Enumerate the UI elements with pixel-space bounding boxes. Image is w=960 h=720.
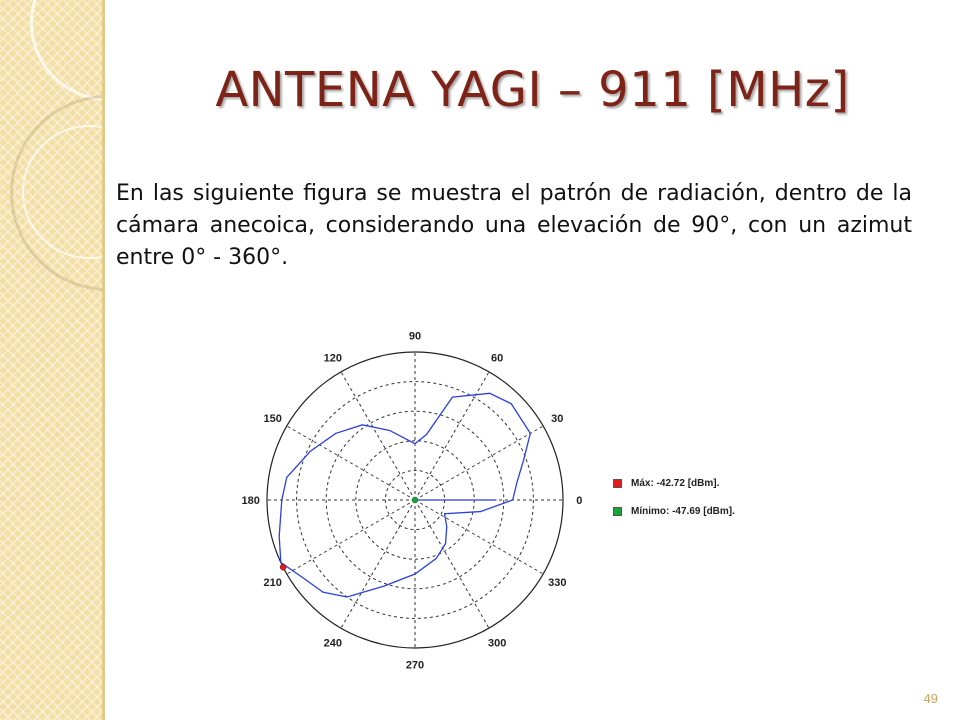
slide-title: ANTENA YAGI – 911 [MHz] [215,62,850,118]
polar-angle-tick-label: 180 [241,495,260,507]
polar-angle-tick-label: 210 [263,577,282,590]
polar-spoke [415,426,543,500]
polar-spoke [287,500,415,574]
polar-spoke [341,500,415,628]
legend-item-max [613,478,735,489]
polar-angle-tick-label: 300 [487,637,507,650]
legend-item-min [613,506,735,517]
decorative-ring-top [30,0,105,101]
page-number: 49 [923,691,938,706]
polar-spoke [341,372,415,500]
polar-angle-tick-label: 330 [548,577,567,590]
decorative-side-band [0,0,105,720]
polar-angle-tick-label: 150 [263,412,282,425]
polar-angle-tick-label: 60 [491,352,504,365]
polar-angle-tick-label: 240 [323,637,343,650]
polar-angle-tick-label: 90 [408,330,422,343]
polar-spoke [415,372,489,500]
legend-swatch-max [613,479,622,488]
polar-angle-tick-label: 30 [551,412,564,425]
chart-legend [613,478,735,534]
legend-label-max: Máx: -42.72 [dBm]. [631,478,720,489]
polar-angle-tick-label: 270 [405,659,425,672]
slide-body-text: En las siguiente figura se muestra el patrón de radiación, dentro de la cámara anecoica, considerando una elevación de 90°, con un azimut entre 0° - 360°. [116,181,912,270]
max-marker [280,564,286,570]
legend-label-min: Mínimo: -47.69 [dBm]. [631,506,735,517]
legend-swatch-min [613,507,622,516]
polar-spoke [287,426,415,500]
polar-angle-tick-label: 0 [576,495,583,507]
polar-angle-tick-label: 120 [323,352,343,365]
min-marker [412,497,418,503]
polar-spoke [415,500,489,628]
